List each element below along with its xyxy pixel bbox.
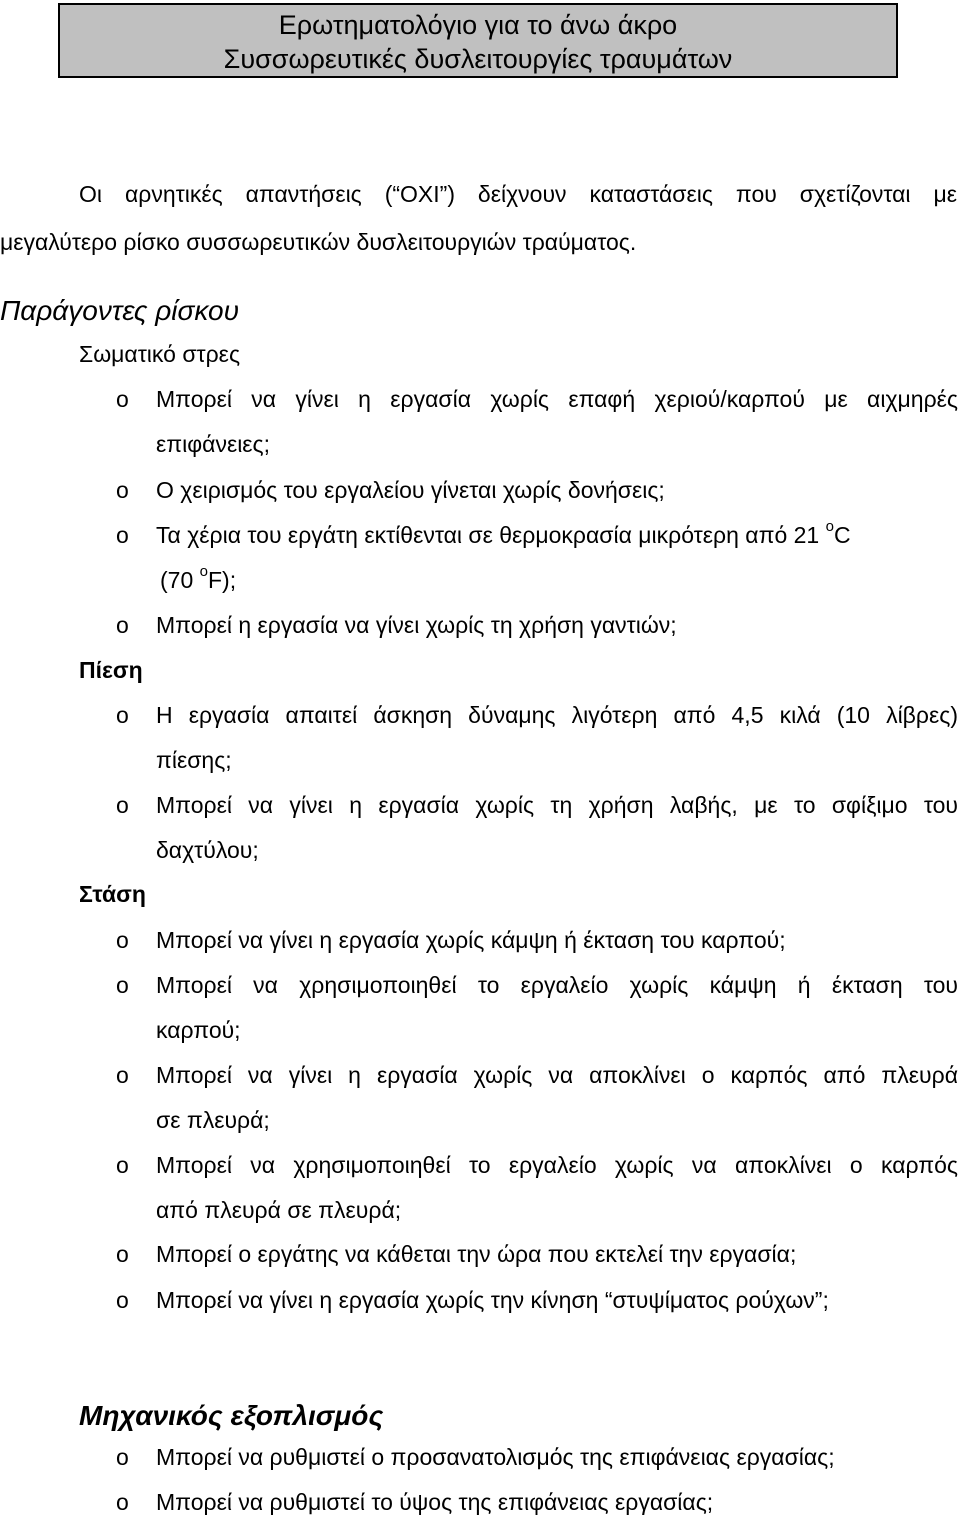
- bullet-marker: o: [116, 1062, 129, 1088]
- list-item-physical-4: Μπορεί η εργασία να γίνει χωρίς τη χρήση γαντιών;: [156, 612, 677, 638]
- list-item-equipment-1: Μπορεί να ρυθμιστεί ο προσανατολισμός της επιφάνειας εργασίας;: [156, 1444, 835, 1470]
- bullet-marker: o: [116, 792, 129, 818]
- title-line-2: Συσσωρευτικές δυσλειτουργίες τραυμάτων: [223, 44, 733, 74]
- section-heading-equipment: Μηχανικός εξοπλισμός: [79, 1400, 384, 1431]
- list-item-physical-3: Τα χέρια του εργάτη εκτίθενται σε θερμοκρασία μικρότερη από 21 $^o$C: [156, 518, 851, 548]
- list-item-posture-4-cont: από πλευρά σε πλευρά;: [156, 1197, 402, 1223]
- list-item-physical-2: Ο χειρισμός του εργαλείου γίνεται χωρίς δονήσεις;: [156, 477, 665, 503]
- subheading-pressure: Πίεση: [79, 657, 143, 683]
- list-item-posture-6: Μπορεί να γίνει η εργασία χωρίς την κίνηση “στυψίματος ρούχων”;: [156, 1287, 829, 1313]
- list-item-pressure-2: Μπορεί να γίνει η εργασία χωρίς τη χρήση λαβής, με το σφίξιμο του: [156, 792, 958, 818]
- bullet-marker: o: [116, 1152, 129, 1178]
- list-item-pressure-2-cont: δαχτύλου;: [156, 837, 259, 863]
- list-item-physical-3-cont: (70 $^o$F);: [160, 563, 237, 593]
- degree-superscript: o: [199, 563, 208, 581]
- bullet-marker: o: [116, 1241, 129, 1267]
- title-line-1: Ερωτηματολόγιο για το άνω άκρο: [278, 10, 678, 40]
- list-item-posture-2-cont: καρπού;: [156, 1017, 241, 1043]
- document-title-box: [58, 3, 898, 78]
- list-item-physical-1: Μπορεί να γίνει η εργασία χωρίς επαφή χεριού/καρπού με αιχμηρές: [156, 386, 958, 412]
- subheading-physical-stress: Σωματικό στρες: [79, 341, 241, 367]
- bullet-marker: o: [116, 1287, 129, 1313]
- list-item-posture-2: Μπορεί να χρησιμοποιηθεί το εργαλείο χωρίς κάμψη ή έκταση του: [156, 972, 958, 998]
- bullet-marker: o: [116, 522, 129, 548]
- subheading-posture: Στάση: [79, 881, 146, 907]
- bullet-marker: o: [116, 1444, 129, 1470]
- bullet-marker: o: [116, 702, 129, 728]
- list-item-equipment-2: Μπορεί να ρυθμιστεί το ύψος της επιφάνειας εργασίας;: [156, 1489, 714, 1515]
- bullet-marker: o: [116, 927, 129, 953]
- bullet-marker: o: [116, 972, 129, 998]
- list-item-posture-3: Μπορεί να γίνει η εργασία χωρίς να αποκλίνει ο καρπός από πλευρά: [156, 1062, 958, 1088]
- list-item-posture-1: Μπορεί να γίνει η εργασία χωρίς κάμψη ή έκταση του καρπού;: [156, 927, 786, 953]
- intro-line-1: Οι αρνητικές απαντήσεις (“ΟΧΙ”) δείχνουν καταστάσεις που σχετίζονται με: [79, 181, 957, 207]
- list-item-pressure-1: Η εργασία απαιτεί άσκηση δύναμης λιγότερη από 4,5 κιλά (10 λίβρες): [156, 702, 958, 728]
- list-item-posture-5: Μπορεί ο εργάτης να κάθεται την ώρα που εκτελεί την εργασία;: [156, 1241, 797, 1267]
- bullet-marker: o: [116, 386, 129, 412]
- bullet-marker: o: [116, 612, 129, 638]
- list-item-posture-4: Μπορεί να χρησιμοποιηθεί το εργαλείο χωρίς να αποκλίνει ο καρπός: [156, 1152, 958, 1178]
- intro-line-2: μεγαλύτερο ρίσκο συσσωρευτικών δυσλειτουργιών τραύματος.: [0, 229, 637, 255]
- list-item-physical-1-cont: επιφάνειες;: [156, 431, 271, 457]
- bullet-marker: o: [116, 1489, 129, 1515]
- bullet-marker: o: [116, 477, 129, 503]
- degree-superscript: o: [825, 518, 834, 536]
- list-item-posture-3-cont: σε πλευρά;: [156, 1107, 270, 1133]
- list-item-pressure-1-cont: πίεσης;: [156, 747, 232, 773]
- section-heading-risk-factors: Παράγοντες ρίσκου: [0, 295, 240, 326]
